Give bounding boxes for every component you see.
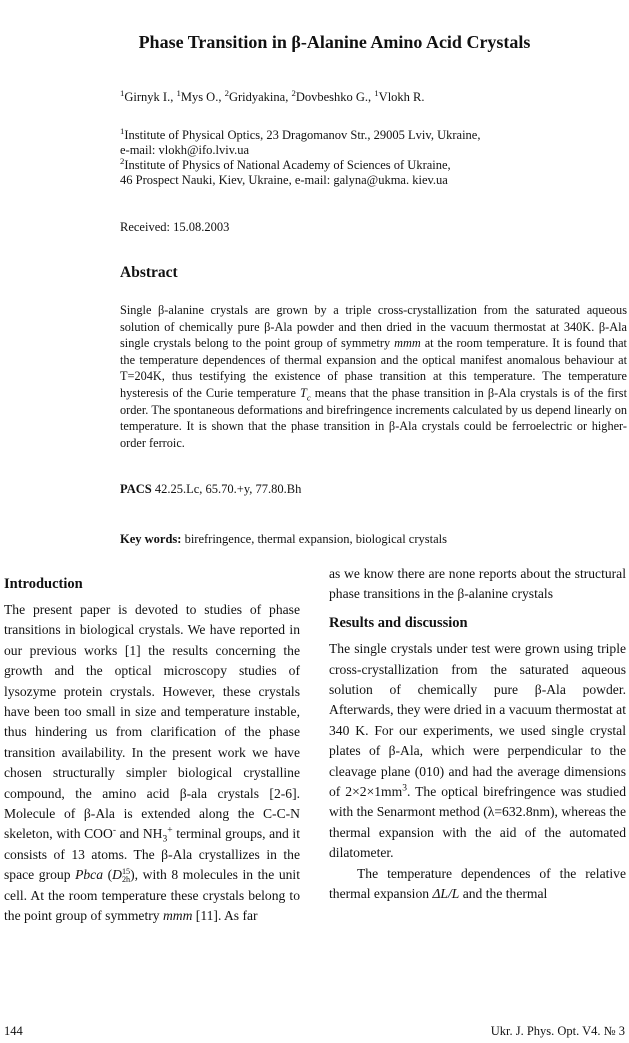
- affiliations: [120, 125, 600, 188]
- continued-text: as we know there are none reports about the structural phase transitions in the β-alanine crystals: [329, 566, 626, 602]
- received-date: Received: 15.08.2003: [120, 220, 230, 234]
- author: $^1$Girnyk I.,: [120, 87, 177, 104]
- abstract-heading: Abstract: [120, 264, 178, 281]
- introduction-text: The present paper is devoted to studies of phase transitions in biological crystals. We have reported in our previous works [1] the results concerning the growth and the optical microscopy studies of lysozyme protein crystals. However, these crystals have been too small in size and temperature instable, thus hindering us from clarification of the phase transition availability. In the present work we have chosen structurally simpler biological crystalline compound, the amino acid β-ala crystals [2-6]. Molecule of β-Ala is extended along the C-C-N skeleton, with COO- and $NH_3^+$ terminal groups, and it consists of 13 atoms. The β-Ala crystallizes in the space group Pbca (D 15 2h ), with 8 molecules in the unit cell. At the room temperature these crystals belong to the point group of symmetry mmm [11]. As far: [4, 602, 300, 924]
- author: $^2$Dovbeshko G.,: [291, 87, 375, 104]
- author: $^2$Gridyakina,: [224, 87, 292, 104]
- abstract-text: Single β-alanine crystals are grown by a triple cross-crystallization from the saturated aqueous solution of chemically pure β-Ala powder and then dried in the vacuum thermostat at 340K. β-Ala single crystals belong to the point group of symmetry mmm at the room temperature. It is found that the temperature dependences of thermal expansion and the optical manifest anomalous behaviour at T=204K, thus testifying the existence of phase transition at this temperature. The temperature hysteresis of the Curie temperature $T_c$ means that the phase transition in β-Ala crystals is of the first order. The spontaneous deformations and birefringence increments calculated by us depend linearly on temperature. It is shown that the phase transition in β-Ala crystals could be ferroelectric or higher-order ferroic.: [120, 303, 628, 450]
- right-column: [329, 564, 626, 905]
- introduction-column: [4, 576, 300, 927]
- author-list: [120, 87, 425, 105]
- paper-title: Phase Transition in β-Alanine Amino Acid Crystals: [138, 32, 531, 52]
- introduction-heading: Introduction: [4, 576, 83, 592]
- keywords-line: Key words: birefringence, thermal expansion, biological crystals: [120, 532, 447, 546]
- affiliation-2-address: 46 Prospect Nauki, Kiev, Ukraine, e-mail: galyna@ukma. kiev.ua: [120, 173, 448, 187]
- results-text-2: The temperature dependences of the relative thermal expansion ΔL/L and the thermal: [329, 865, 626, 902]
- affiliation-1: $^1$Institute of Physical Optics, 23 Dragomanov Str., 29005 Lviv, Ukraine,: [120, 125, 481, 142]
- journal-reference: Ukr. J. Phys. Opt. V4. № 3: [490, 1024, 625, 1038]
- page-number: 144: [4, 1024, 23, 1038]
- results-heading: Results and discussion: [329, 614, 468, 631]
- affiliation-2: $^2$Institute of Physics of National Academy of Sciences of Ukraine,: [120, 155, 451, 172]
- pacs-line: PACS 42.25.Lc, 65.70.+y, 77.80.Bh: [120, 482, 302, 496]
- affiliation-1-email: e-mail: vlokh@ifo.lviv.ua: [120, 143, 250, 157]
- author: $^1$Mys O.,: [176, 87, 225, 104]
- results-text: The single crystals under test were grown using triple cross-crystallization from the saturated aqueous solution of chemically pure β-Ala powder. Afterwards, they were dried in a vacuum thermostat at 340 K. For our experiments, we used single crystal plates of β-Ala, which were perpendicular to the cleavage plane (010) and had the average dimensions of $2\times 2\times 1mm^3$. The optical birefringence was studied with the Senarmont method (λ=632.8nm), whereas the thermal expansion with the aid of the automated dilatometer.: [329, 641, 627, 861]
- author: $^1$Vlokh R.: [374, 87, 425, 104]
